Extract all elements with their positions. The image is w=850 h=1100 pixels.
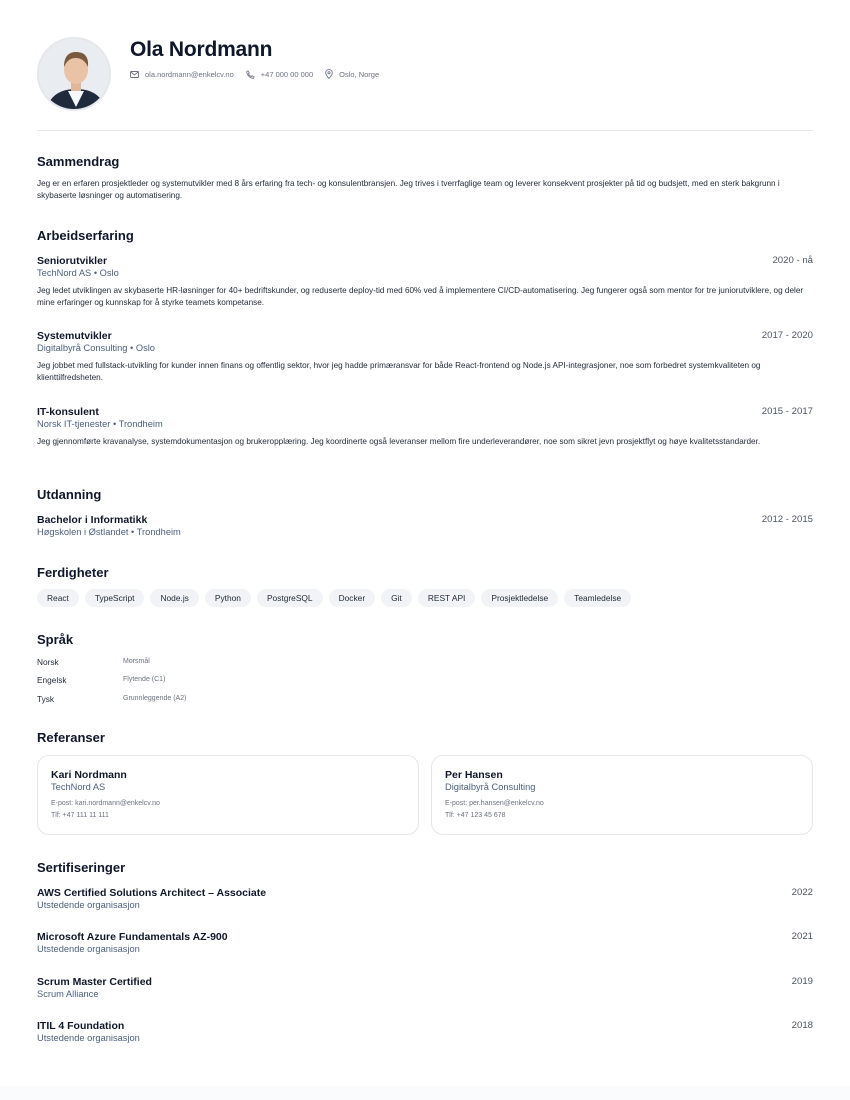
certification-name: AWS Certified Solutions Architect – Associate — [37, 887, 267, 899]
education-period: 2012 - 2015 — [761, 514, 813, 525]
skill-chip: React — [37, 589, 79, 607]
certification-year: 2019 — [791, 976, 813, 987]
section-title-summary: Sammendrag — [37, 154, 120, 169]
job-entry — [37, 330, 813, 385]
language-name: Engelsk — [37, 675, 67, 685]
phone-text: +47 000 00 000 — [260, 69, 314, 79]
certification-year: 2021 — [791, 931, 813, 942]
job-entry — [37, 255, 813, 310]
education-school: Høgskolen i Østlandet • Trondheim — [37, 527, 181, 537]
summary-text: Jeg er en erfaren prosjektleder og systemutvikler med 8 års erfaring fra tech- og konsulentbransjen. Jeg trives i tverrfaglige team og leverer konsekvent prosjekter på tid og budsjett, med en sterk bakgrunn i skybaserte løsninger og automatisering. — [37, 179, 780, 201]
reference-company: Digitalbyrå Consulting — [445, 782, 536, 792]
mail-icon — [130, 71, 139, 78]
language-name: Norsk — [37, 657, 59, 667]
language-level: Flytende (C1) — [123, 676, 166, 683]
location-text: Oslo, Norge — [339, 69, 380, 79]
language-row — [37, 657, 337, 669]
skills-list — [37, 589, 637, 607]
page-footer-band — [0, 1086, 850, 1100]
section-title-references: Referanser — [37, 730, 105, 745]
section-title-education: Utdanning — [37, 487, 102, 502]
job-company: TechNord AS • Oslo — [37, 268, 119, 278]
contact-email[interactable] — [130, 70, 234, 79]
skill-chip: PostgreSQL — [257, 589, 323, 607]
certification-entry — [37, 931, 813, 954]
language-name: Tysk — [37, 694, 55, 704]
job-company: Norsk IT-tjenester • Trondheim — [37, 419, 163, 429]
job-company: Digitalbyrå Consulting • Oslo — [37, 343, 155, 353]
job-title: IT-konsulent — [37, 406, 99, 418]
certification-year: 2018 — [791, 1020, 813, 1031]
candidate-name: Ola Nordmann — [130, 38, 273, 61]
section-title-certifications: Sertifiseringer — [37, 860, 126, 875]
phone-icon — [246, 70, 255, 79]
reference-name: Kari Nordmann — [51, 769, 127, 781]
skill-chip: Docker — [329, 589, 376, 607]
skill-chip: Git — [381, 589, 412, 607]
reference-card — [431, 755, 813, 835]
skill-chip: Prosjektledelse — [481, 589, 558, 607]
reference-company: TechNord AS — [51, 782, 106, 792]
reference-card — [37, 755, 419, 835]
certification-year: 2022 — [791, 887, 813, 898]
reference-email[interactable]: E-post: per.hansen@enkelcv.no — [445, 800, 544, 807]
skill-chip: Node.js — [150, 589, 198, 607]
skill-chip: Python — [205, 589, 251, 607]
job-description: Jeg ledet utviklingen av skybaserte HR-løsninger for 40+ bedriftskunder, og reduserte deploy-tid med 60% ved å implementere CI/CD-automatisering. Jeg fungerer også som mentor for tre juniorutviklere, og deler mine erfaringer og kunnskap for å styrke teamets kompetanse. — [37, 286, 804, 308]
contact-info — [130, 69, 391, 79]
reference-phone[interactable]: Tlf: +47 111 11 111 — [51, 812, 109, 819]
certification-entry — [37, 1020, 813, 1043]
reference-name: Per Hansen — [445, 769, 503, 781]
location-pin-icon — [325, 69, 333, 79]
certification-name: Microsoft Azure Fundamentals AZ-900 — [37, 931, 228, 943]
avatar — [37, 37, 111, 111]
job-title: Systemutvikler — [37, 330, 112, 342]
language-level: Morsmål — [123, 658, 150, 665]
certification-name: Scrum Master Certified — [37, 976, 152, 988]
job-period: 2015 - 2017 — [761, 406, 813, 417]
certification-issuer: Utstedende organisasjon — [37, 944, 140, 954]
reference-phone[interactable]: Tlf: +47 123 45 678 — [445, 812, 506, 819]
certification-entry — [37, 976, 813, 999]
education-degree: Bachelor i Informatikk — [37, 514, 148, 526]
cv-header — [37, 37, 813, 131]
certification-issuer: Scrum Alliance — [37, 989, 99, 999]
contact-phone[interactable] — [246, 70, 313, 79]
section-title-skills: Ferdigheter — [37, 565, 109, 580]
job-entry — [37, 406, 813, 448]
certification-entry — [37, 887, 813, 910]
certification-issuer: Utstedende organisasjon — [37, 900, 140, 910]
contact-location — [325, 69, 379, 79]
section-title-experience: Arbeidserfaring — [37, 228, 134, 243]
certification-issuer: Utstedende organisasjon — [37, 1033, 140, 1043]
section-title-languages: Språk — [37, 632, 74, 647]
language-level: Grunnleggende (A2) — [123, 695, 187, 702]
skill-chip: Teamledelse — [564, 589, 631, 607]
skill-chip: REST API — [418, 589, 476, 607]
email-text: ola.nordmann@enkelcv.no — [145, 69, 234, 79]
job-description: Jeg gjennomførte kravanalyse, systemdokumentasjon og brukeropplæring. Jeg koordinerte også leveranser mellom fire underleverandører, noe som sikret jevn prosjektflyt og høye kvalitetsstandarder. — [37, 437, 761, 446]
job-title: Seniorutvikler — [37, 255, 108, 267]
language-row — [37, 675, 337, 687]
job-period: 2017 - 2020 — [761, 330, 813, 341]
certification-name: ITIL 4 Foundation — [37, 1020, 125, 1032]
job-description: Jeg jobbet med fullstack-utvikling for kunder innen finans og offentlig sektor, hvor jeg hadde primæransvar for både React-frontend og Node.js API-integrasjoner, noe som forbedret systemkvaliteten og klienttilfredsheten. — [37, 361, 761, 383]
education-entry — [37, 514, 813, 537]
language-row — [37, 694, 337, 706]
reference-email[interactable]: E-post: kari.nordmann@enkelcv.no — [51, 800, 160, 807]
job-period: 2020 - nå — [772, 255, 813, 266]
skill-chip: TypeScript — [85, 589, 145, 607]
profile-photo — [39, 39, 111, 111]
header-divider — [37, 130, 813, 131]
